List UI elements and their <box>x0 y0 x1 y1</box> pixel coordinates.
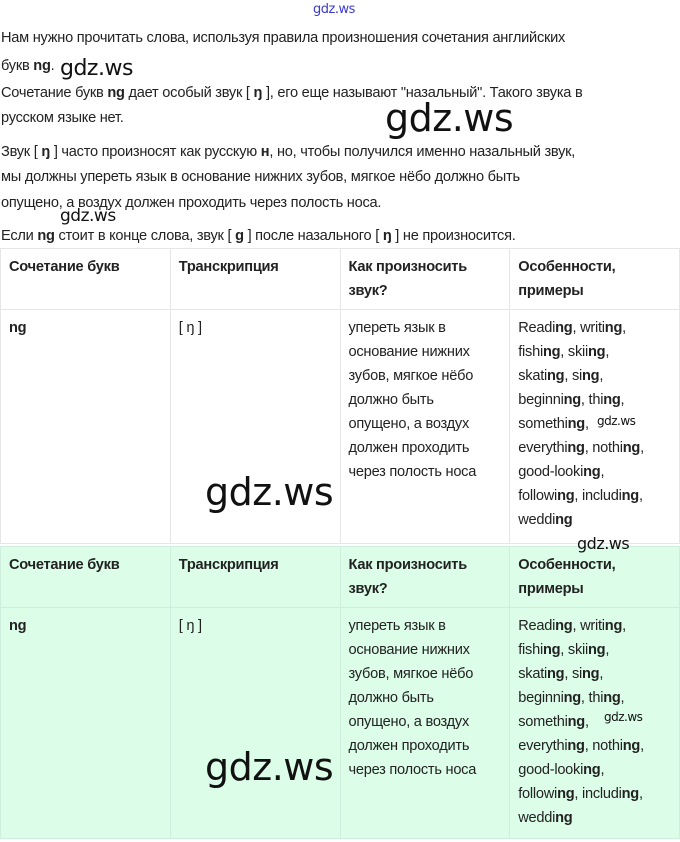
text: Readi <box>518 320 556 336</box>
examples-line <box>518 508 671 532</box>
rules-table-highlighted <box>0 546 680 839</box>
bold-text: ng <box>582 666 600 682</box>
text: , <box>638 488 643 504</box>
examples-line <box>518 436 671 460</box>
intro-line <box>1 193 381 213</box>
table-header-row <box>1 547 680 608</box>
pronunciation-line: через полость носа <box>348 464 477 480</box>
text: , thi <box>580 690 604 706</box>
text: Сочетание букв <box>1 85 108 101</box>
text: , includi <box>574 786 622 802</box>
bold-text: ng <box>555 512 573 528</box>
bold-text: ng <box>604 320 623 336</box>
bold-text: ng <box>37 228 55 244</box>
watermark: gdz.ws <box>577 534 630 553</box>
text: , nothi <box>584 738 623 754</box>
bold-text: ng <box>567 440 585 456</box>
text: , <box>599 666 604 682</box>
bold-text: ng <box>563 690 581 706</box>
examples-cell <box>510 310 680 544</box>
text: , <box>622 618 626 634</box>
text: everythi <box>518 440 568 456</box>
text: ] не произносится. <box>391 228 516 244</box>
text: дает особый звук [ <box>124 85 254 101</box>
watermark: gdz.ws <box>385 96 514 140</box>
header-line: Особенности, <box>518 259 616 275</box>
text: опущено, а воздух должен проходить через полость носа. <box>1 195 382 211</box>
bold-text: ŋ <box>253 85 263 101</box>
column-header <box>510 547 680 608</box>
pronunciation-line: зубов, мягкое нёбо <box>348 368 474 384</box>
text: fishi <box>518 344 543 360</box>
bold-text: ŋ <box>382 228 392 244</box>
text: , <box>605 642 610 658</box>
column-header <box>170 547 340 608</box>
watermark: gdz.ws <box>60 206 116 226</box>
text: , <box>640 738 644 754</box>
text: , si <box>564 666 583 682</box>
bold-text: ng <box>622 738 641 754</box>
table-header-row <box>1 249 680 310</box>
bold-text: ng <box>567 738 585 754</box>
text: Звук [ <box>1 144 42 160</box>
site-watermark-top: gdz.ws <box>313 2 355 17</box>
intro-line <box>1 28 565 48</box>
text: skati <box>518 368 548 384</box>
text: , <box>638 786 643 802</box>
text: fishi <box>518 642 543 658</box>
examples-line <box>518 388 671 412</box>
rules-table <box>0 248 680 544</box>
text: , writi <box>572 618 605 634</box>
text: , includi <box>574 488 622 504</box>
header-line: примеры <box>518 283 584 299</box>
text: , <box>584 714 589 730</box>
bold-text: ng <box>603 690 621 706</box>
examples-line <box>518 686 671 710</box>
examples-line <box>518 758 671 782</box>
text: somethi <box>518 714 568 730</box>
examples-line <box>518 806 671 830</box>
pronunciation-line: должно быть <box>348 392 434 408</box>
text: , skii <box>560 344 588 360</box>
text: good-looki <box>518 464 584 480</box>
bold-text: ng <box>555 320 573 336</box>
examples-line <box>518 782 671 806</box>
pronunciation-cell <box>340 608 510 839</box>
pronunciation-line: через полость носа <box>348 762 477 778</box>
bold-text: ng <box>547 368 565 384</box>
watermark: gdz.ws <box>604 710 643 724</box>
text: , si <box>564 368 583 384</box>
intro-line <box>1 226 516 246</box>
header-line: звук? <box>348 283 388 299</box>
bold-text: ng <box>563 392 581 408</box>
bold-text: ng <box>547 666 565 682</box>
bold-text: g <box>235 228 244 244</box>
text: , <box>600 762 605 778</box>
pronunciation-line: опущено, а воздух <box>348 416 470 432</box>
text: followi <box>518 786 558 802</box>
column-header <box>340 249 510 310</box>
text: Readi <box>518 618 556 634</box>
text: , thi <box>580 392 604 408</box>
intro-line <box>1 142 575 162</box>
bold-text: ng <box>555 618 573 634</box>
pronunciation-line: основание нижних <box>348 642 470 658</box>
text: мы должны упереть язык в основание нижних зубов, мягкое нёбо должно быть <box>1 169 520 185</box>
examples-line <box>518 340 671 364</box>
examples-line <box>518 460 671 484</box>
pronunciation-cell <box>340 310 510 544</box>
examples-line <box>518 734 671 758</box>
bold-text: ng <box>582 368 600 384</box>
header-line: Как произносить <box>348 259 467 275</box>
bold-text: ng <box>557 786 575 802</box>
header-line: Сочетание букв <box>9 259 120 275</box>
bold-text: ng <box>567 416 585 432</box>
watermark: gdz.ws <box>597 414 636 428</box>
text: everythi <box>518 738 568 754</box>
column-header <box>340 547 510 608</box>
text: стоит в конце слова, звук [ <box>54 228 236 244</box>
pronunciation-line: зубов, мягкое нёбо <box>348 666 474 682</box>
pronunciation-line: должен проходить <box>348 440 470 456</box>
bold-text: ng <box>622 440 641 456</box>
text: weddi <box>518 512 556 528</box>
examples-line <box>518 316 671 340</box>
text: , <box>620 690 625 706</box>
intro-line <box>1 56 54 76</box>
text: , <box>640 440 644 456</box>
watermark: gdz.ws <box>60 56 133 81</box>
text: букв <box>1 58 34 74</box>
text: , <box>622 320 626 336</box>
text: beginni <box>518 690 564 706</box>
pronunciation-line: должно быть <box>348 690 434 706</box>
examples-line <box>518 484 671 508</box>
intro-line <box>1 108 124 128</box>
bold-text: ng <box>555 810 573 826</box>
intro-line <box>1 167 520 187</box>
letter-combination-cell: ng <box>1 608 171 839</box>
bold-text: ng <box>567 714 585 730</box>
text: followi <box>518 488 558 504</box>
text: , nothi <box>584 440 623 456</box>
column-header <box>1 249 171 310</box>
text: ], его еще называют "назальный". Такого звука в <box>262 85 583 101</box>
text: , <box>620 392 625 408</box>
watermark: gdz.ws <box>205 745 334 789</box>
pronunciation-line: опущено, а воздух <box>348 714 470 730</box>
examples-cell <box>510 608 680 839</box>
table-row <box>1 608 680 839</box>
header-line: Транскрипция <box>178 557 279 573</box>
bold-text: ŋ <box>41 144 51 160</box>
examples-line <box>518 638 671 662</box>
bold-text: ng <box>587 344 606 360</box>
bold-text: ng <box>542 642 561 658</box>
text: , <box>584 416 589 432</box>
text: , но, чтобы получился именно назальный звук, <box>269 144 576 160</box>
bold-text: ng <box>542 344 561 360</box>
column-header <box>510 249 680 310</box>
text: skati <box>518 666 548 682</box>
header-line: Как произносить <box>348 557 467 573</box>
bold-text: н <box>260 144 270 160</box>
transcription-cell: [ ŋ ] <box>170 608 340 839</box>
watermark: gdz.ws <box>205 470 334 514</box>
table-row <box>1 310 680 544</box>
examples-line <box>518 662 671 686</box>
examples-line <box>518 614 671 638</box>
bold-text: ng <box>587 642 606 658</box>
text: Нам нужно прочитать слова, используя правила произношения сочетания английских <box>1 30 566 46</box>
pronunciation-line: упереть язык в <box>348 320 446 336</box>
text: , <box>600 464 605 480</box>
text: , writi <box>572 320 605 336</box>
transcription-cell: [ ŋ ] <box>170 310 340 544</box>
bold-text: ng <box>583 464 601 480</box>
column-header <box>170 249 340 310</box>
header-line: Особенности, <box>518 557 616 573</box>
text: Если <box>1 228 38 244</box>
bold-text: ng <box>557 488 575 504</box>
header-line: звук? <box>348 581 388 597</box>
header-line: Транскрипция <box>178 259 279 275</box>
text: , <box>599 368 604 384</box>
text: beginni <box>518 392 564 408</box>
examples-line <box>518 364 671 388</box>
text: , skii <box>560 642 588 658</box>
pronunciation-line: упереть язык в <box>348 618 446 634</box>
letter-combination-cell: ng <box>1 310 171 544</box>
text: ] после назального [ <box>243 228 383 244</box>
text: good-looki <box>518 762 584 778</box>
column-header <box>1 547 171 608</box>
bold-text: ng <box>603 392 621 408</box>
bold-text: ng <box>621 786 639 802</box>
text: weddi <box>518 810 556 826</box>
pronunciation-line: должен проходить <box>348 738 470 754</box>
text: , <box>605 344 610 360</box>
header-line: примеры <box>518 581 584 597</box>
text: ] часто произносят как русскую <box>50 144 261 160</box>
text: somethi <box>518 416 568 432</box>
examples-line <box>518 710 671 734</box>
header-line: Сочетание букв <box>9 557 120 573</box>
bold-text: ng <box>107 85 125 101</box>
bold-text: ng <box>621 488 639 504</box>
bold-text: ng <box>583 762 601 778</box>
bold-text: ng <box>604 618 623 634</box>
examples-line <box>518 412 671 436</box>
text: . <box>50 58 55 74</box>
bold-text: ng <box>33 58 51 74</box>
pronunciation-line: основание нижних <box>348 344 470 360</box>
text: русском языке нет. <box>1 110 124 126</box>
